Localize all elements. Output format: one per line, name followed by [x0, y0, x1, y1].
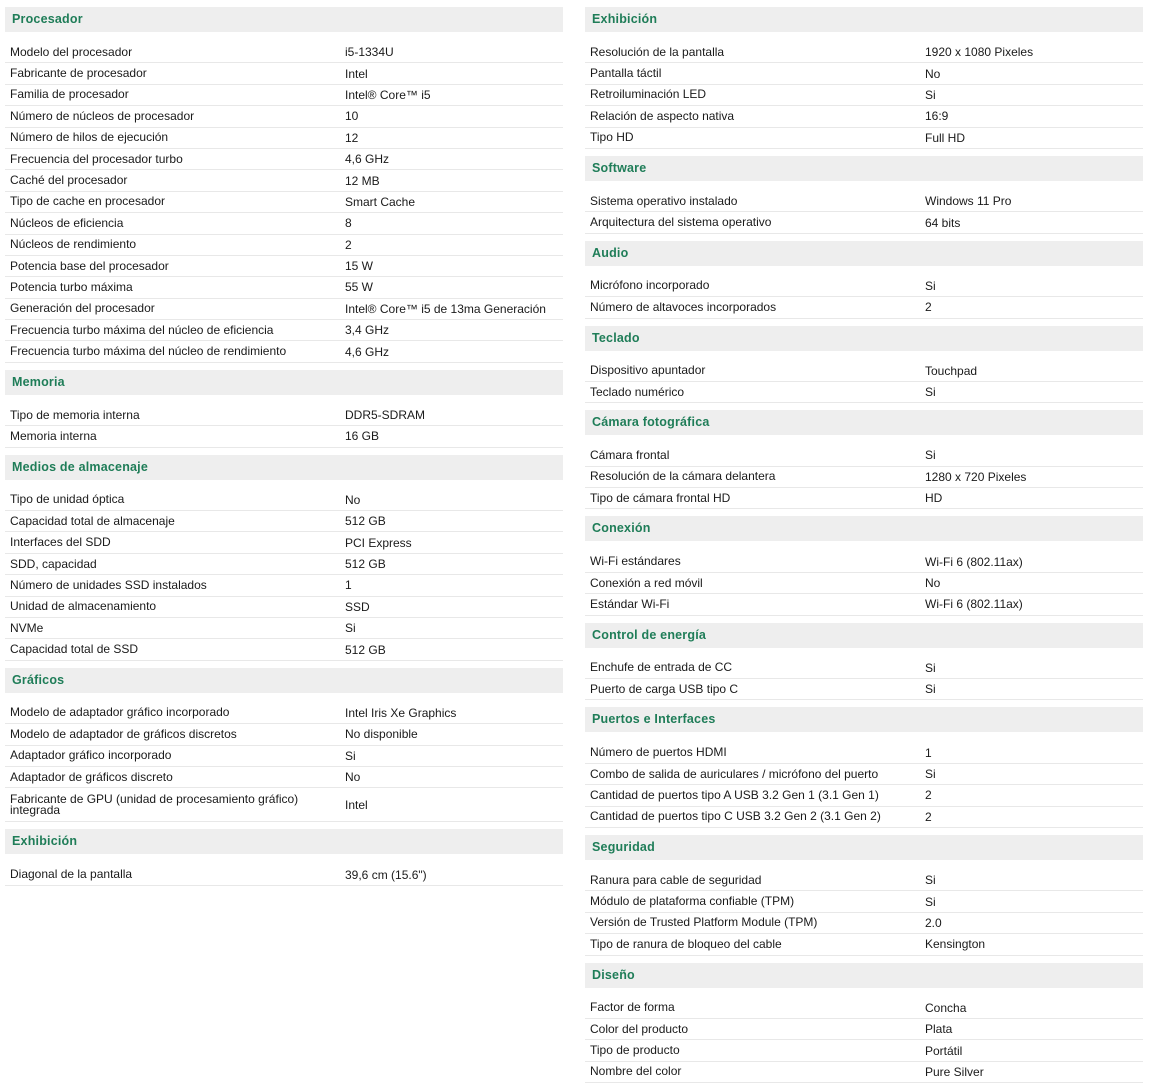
- spec-row: [585, 382, 1143, 403]
- spec-row: [585, 488, 1143, 509]
- spec-row: [585, 445, 1143, 466]
- spec-row: [5, 864, 563, 885]
- spec-value: DDR5-SDRAM: [345, 408, 426, 423]
- spec-row: [5, 320, 563, 341]
- spec-label: Interfaces del SDD: [10, 535, 111, 550]
- spec-row: [585, 998, 1143, 1019]
- spec-label: Cantidad de puertos tipo C USB 3.2 Gen 2 (3.1 Gen 2): [590, 809, 881, 824]
- spec-row: [5, 63, 563, 84]
- section-heading: Control de energía: [585, 623, 1143, 648]
- spec-value: Portátil: [925, 1043, 963, 1058]
- spec-value: Si: [925, 767, 936, 781]
- spec-row: [5, 703, 563, 724]
- spec-value: No: [925, 576, 941, 591]
- section-heading: Exhibición: [585, 7, 1143, 32]
- spec-value: 55 W: [345, 280, 374, 295]
- spec-label: Cámara frontal: [590, 447, 670, 462]
- section-heading: Software: [585, 156, 1143, 181]
- spec-label: Frecuencia del procesador turbo: [10, 151, 183, 166]
- spec-value: Wi-Fi 6 (802.11ax): [925, 597, 1023, 612]
- spec-row: [5, 618, 563, 639]
- spec-row: [585, 658, 1143, 679]
- spec-label: Potencia base del procesador: [10, 258, 169, 273]
- spec-label: Conexión a red móvil: [590, 575, 703, 590]
- spec-value: Intel Iris Xe Graphics: [345, 705, 457, 720]
- spec-label: Color del producto: [590, 1021, 689, 1036]
- spec-label: Wi-Fi estándares: [590, 554, 681, 569]
- spec-value: Si: [925, 873, 936, 888]
- spec-value: Si: [925, 660, 936, 675]
- spec-value: 64 bits: [925, 215, 961, 230]
- section-heading: Audio: [585, 241, 1143, 266]
- spec-label: Modelo de adaptador de gráficos discretos: [10, 726, 237, 741]
- spec-row: [585, 594, 1143, 615]
- spec-label: SDD, capacidad: [10, 556, 97, 571]
- spec-value: SSD: [345, 599, 370, 614]
- spec-value: 512 GB: [345, 557, 386, 571]
- spec-section-audio: [585, 241, 1143, 319]
- spec-label: Tipo de cámara frontal HD: [590, 490, 731, 505]
- section-heading: Conexión: [585, 516, 1143, 541]
- spec-row: [5, 341, 563, 362]
- spec-row: [585, 63, 1143, 84]
- spec-label: Núcleos de rendimiento: [10, 237, 137, 252]
- spec-row: [5, 490, 563, 511]
- spec-row: [5, 213, 563, 234]
- spec-label: Teclado numérico: [590, 384, 685, 399]
- spec-row: [5, 426, 563, 447]
- spec-label: Sistema operativo instalado: [590, 193, 738, 208]
- spec-label: Frecuencia turbo máxima del núcleo de rendimiento: [10, 344, 287, 359]
- spec-value: Intel® Core™ i5: [345, 87, 431, 102]
- spec-label: Potencia turbo máxima: [10, 279, 133, 294]
- spec-value: Pure Silver: [925, 1064, 984, 1079]
- spec-section-camara-fotografica: [585, 410, 1143, 509]
- spec-value: Intel: [345, 797, 368, 812]
- spec-column-right: [585, 7, 1143, 1083]
- spec-value: 2: [925, 300, 932, 315]
- spec-label: Número de altavoces incorporados: [590, 299, 777, 314]
- section-heading: Procesador: [5, 7, 563, 32]
- spec-value: 3,4 GHz: [345, 323, 390, 338]
- section-heading: Puertos e Interfaces: [585, 707, 1143, 732]
- spec-row: [585, 785, 1143, 806]
- spec-column-left: [5, 7, 563, 886]
- spec-value: 16 GB: [345, 429, 380, 444]
- spec-row: [585, 106, 1143, 127]
- spec-row: [5, 42, 563, 63]
- spec-label: Unidad de almacenamiento: [10, 599, 157, 614]
- spec-value: Windows 11 Pro: [925, 194, 1012, 209]
- spec-value: 512 GB: [345, 642, 386, 657]
- spec-row: [585, 85, 1143, 106]
- spec-value: No disponible: [345, 727, 418, 742]
- spec-row: [585, 276, 1143, 297]
- spec-label: Arquitectura del sistema operativo: [590, 215, 772, 230]
- spec-row: [5, 639, 563, 660]
- spec-section-exhibicion: [5, 829, 563, 885]
- spec-label: Modelo del procesador: [10, 44, 133, 59]
- spec-value: 10: [345, 109, 359, 124]
- spec-label: Adaptador gráfico incorporado: [10, 748, 172, 763]
- spec-label: Combo de salida de auriculares / micrófono del puerto: [590, 766, 879, 781]
- section-heading: Gráficos: [5, 668, 563, 693]
- spec-row: [585, 807, 1143, 828]
- spec-row: [5, 788, 563, 822]
- spec-value: 1: [345, 578, 352, 593]
- spec-label: Módulo de plataforma confiable (TPM): [590, 894, 795, 909]
- spec-value: 1280 x 720 Pixeles: [925, 469, 1027, 484]
- spec-row: [585, 764, 1143, 785]
- spec-value: 12: [345, 130, 359, 145]
- spec-label: Adaptador de gráficos discreto: [10, 769, 173, 784]
- spec-row: [585, 1019, 1143, 1040]
- spec-value: Concha: [925, 1000, 967, 1015]
- spec-row: [585, 551, 1143, 572]
- spec-label: Pantalla táctil: [590, 66, 662, 81]
- spec-value: Si: [925, 682, 936, 697]
- spec-label: Enchufe de entrada de CC: [590, 660, 733, 675]
- spec-row: [5, 235, 563, 256]
- spec-label: Tipo de unidad óptica: [10, 492, 125, 507]
- section-heading: Medios de almacenaje: [5, 455, 563, 480]
- spec-label: Fabricante de procesador: [10, 66, 147, 81]
- spec-label: Versión de Trusted Platform Module (TPM): [590, 915, 818, 930]
- spec-value: 1: [925, 745, 932, 760]
- spec-row: [585, 297, 1143, 318]
- spec-row: [5, 192, 563, 213]
- spec-label: Dispositivo apuntador: [590, 363, 706, 378]
- spec-row: [585, 742, 1143, 763]
- spec-row: [585, 42, 1143, 63]
- spec-row: [585, 679, 1143, 700]
- spec-label: Modelo de adaptador gráfico incorporado: [10, 705, 230, 720]
- spec-section-software: [585, 156, 1143, 234]
- spec-label: Factor de forma: [590, 1000, 675, 1015]
- spec-value: Wi-Fi 6 (802.11ax): [925, 554, 1023, 569]
- spec-row: [5, 724, 563, 745]
- section-heading: Seguridad: [585, 835, 1143, 860]
- spec-label: Caché del procesador: [10, 173, 128, 188]
- spec-section-diseno: [585, 963, 1143, 1084]
- spec-section-seguridad: [585, 835, 1143, 956]
- spec-row: [585, 1062, 1143, 1083]
- spec-row: [585, 191, 1143, 212]
- spec-section-exhibicion: [585, 7, 1143, 149]
- spec-label: Tipo de producto: [590, 1043, 680, 1058]
- spec-row: [5, 405, 563, 426]
- spec-value: Si: [345, 748, 356, 763]
- spec-label: Capacidad total de SSD: [10, 642, 139, 657]
- spec-value: 512 GB: [345, 514, 386, 529]
- spec-section-graficos: [5, 668, 563, 823]
- spec-label: Familia de procesador: [10, 87, 129, 102]
- spec-section-teclado: [585, 326, 1143, 404]
- spec-label: Nombre del color: [590, 1064, 682, 1079]
- spec-value: Si: [345, 621, 356, 636]
- spec-label: Número de unidades SSD instalados: [10, 577, 207, 592]
- spec-row: [585, 128, 1143, 149]
- spec-label: Tipo de memoria interna: [10, 407, 140, 422]
- spec-row: [5, 554, 563, 575]
- spec-row: [585, 1040, 1143, 1061]
- spec-row: [585, 361, 1143, 382]
- spec-value: Touchpad: [925, 363, 978, 378]
- spec-label: Retroiluminación LED: [590, 87, 707, 102]
- spec-label: Memoria interna: [10, 428, 97, 443]
- spec-label: Cantidad de puertos tipo A USB 3.2 Gen 1 (3.1 Gen 1): [590, 787, 879, 802]
- spec-value: 2: [345, 237, 352, 252]
- spec-section-medios-de-almacenaje: [5, 455, 563, 661]
- spec-label: Relación de aspecto nativa: [590, 108, 735, 123]
- spec-value: 39,6 cm (15.6"): [345, 867, 427, 882]
- spec-row: [585, 212, 1143, 233]
- spec-label: Micrófono incorporado: [590, 278, 710, 293]
- spec-value: PCI Express: [345, 535, 412, 550]
- spec-value: HD: [925, 491, 943, 506]
- spec-label: Número de hilos de ejecución: [10, 130, 169, 145]
- spec-value: 4,6 GHz: [345, 152, 390, 167]
- spec-row: [5, 106, 563, 127]
- spec-row: [585, 870, 1143, 891]
- spec-row: [5, 299, 563, 320]
- spec-label: Fabricante de GPU (unidad de procesamiento gráfico) integrada: [10, 791, 299, 817]
- spec-value: 2: [925, 809, 932, 824]
- spec-value: 4,6 GHz: [345, 344, 390, 359]
- spec-row: [585, 891, 1143, 912]
- spec-row: [585, 934, 1143, 955]
- spec-section-puertos-e-interfaces: [585, 707, 1143, 828]
- spec-row: [5, 170, 563, 191]
- spec-label: NVMe: [10, 620, 44, 635]
- spec-label: Resolución de la pantalla: [590, 44, 725, 59]
- spec-label: Generación del procesador: [10, 301, 155, 316]
- spec-value: Si: [925, 278, 936, 293]
- spec-value: No: [345, 770, 361, 785]
- spec-value: 12 MB: [345, 173, 380, 188]
- spec-value: 16:9: [925, 109, 949, 124]
- spec-label: Número de puertos HDMI: [590, 745, 727, 760]
- section-heading: Exhibición: [5, 829, 563, 854]
- spec-section-memoria: [5, 370, 563, 448]
- spec-value: 15 W: [345, 259, 374, 274]
- spec-section-procesador: [5, 7, 563, 363]
- spec-row: [5, 149, 563, 170]
- spec-row: [585, 467, 1143, 488]
- spec-section-conexion: [585, 516, 1143, 615]
- spec-row: [585, 573, 1143, 594]
- spec-row: [5, 256, 563, 277]
- spec-row: [5, 746, 563, 767]
- spec-section-control-de-energia: [585, 623, 1143, 701]
- spec-label: Tipo de cache en procesador: [10, 194, 165, 209]
- spec-value: Si: [925, 385, 936, 400]
- spec-row: [585, 913, 1143, 934]
- spec-value: Intel® Core™ i5 de 13ma Generación: [345, 301, 546, 316]
- spec-row: [5, 575, 563, 596]
- spec-label: Capacidad total de almacenaje: [10, 513, 175, 528]
- spec-value: Plata: [925, 1022, 953, 1037]
- spec-value: 8: [345, 216, 352, 231]
- spec-label: Número de núcleos de procesador: [10, 108, 195, 123]
- section-heading: Cámara fotográfica: [585, 410, 1143, 435]
- spec-label: Estándar Wi-Fi: [590, 596, 670, 611]
- spec-label: Ranura para cable de seguridad: [590, 872, 762, 887]
- spec-label: Resolución de la cámara delantera: [590, 469, 776, 484]
- spec-value: No: [925, 66, 941, 81]
- spec-row: [5, 532, 563, 553]
- spec-label: Núcleos de eficiencia: [10, 215, 124, 230]
- spec-value: No: [345, 492, 361, 507]
- spec-value: Intel: [345, 66, 368, 81]
- spec-row: [5, 85, 563, 106]
- spec-value: Si: [925, 448, 936, 463]
- spec-label: Puerto de carga USB tipo C: [590, 681, 739, 696]
- spec-row: [5, 767, 563, 788]
- spec-row: [5, 128, 563, 149]
- section-heading: Memoria: [5, 370, 563, 395]
- spec-value: Smart Cache: [345, 194, 416, 209]
- spec-value: Si: [925, 894, 936, 909]
- spec-label: Tipo de ranura de bloqueo del cable: [590, 936, 782, 951]
- spec-row: [5, 597, 563, 618]
- spec-label: Frecuencia turbo máxima del núcleo de eficiencia: [10, 322, 274, 337]
- section-heading: Teclado: [585, 326, 1143, 351]
- spec-value: 1920 x 1080 Pixeles: [925, 45, 1034, 60]
- spec-row: [5, 511, 563, 532]
- spec-value: 2: [925, 788, 932, 803]
- spec-label: Diagonal de la pantalla: [10, 867, 133, 882]
- spec-value: Full HD: [925, 130, 966, 145]
- spec-label: Tipo HD: [590, 130, 634, 145]
- spec-row: [5, 277, 563, 298]
- spec-value: Si: [925, 87, 936, 102]
- spec-value: 2.0: [925, 915, 942, 930]
- section-heading: Diseño: [585, 963, 1143, 988]
- spec-value: i5-1334U: [345, 45, 394, 60]
- spec-value: Kensington: [925, 937, 986, 952]
